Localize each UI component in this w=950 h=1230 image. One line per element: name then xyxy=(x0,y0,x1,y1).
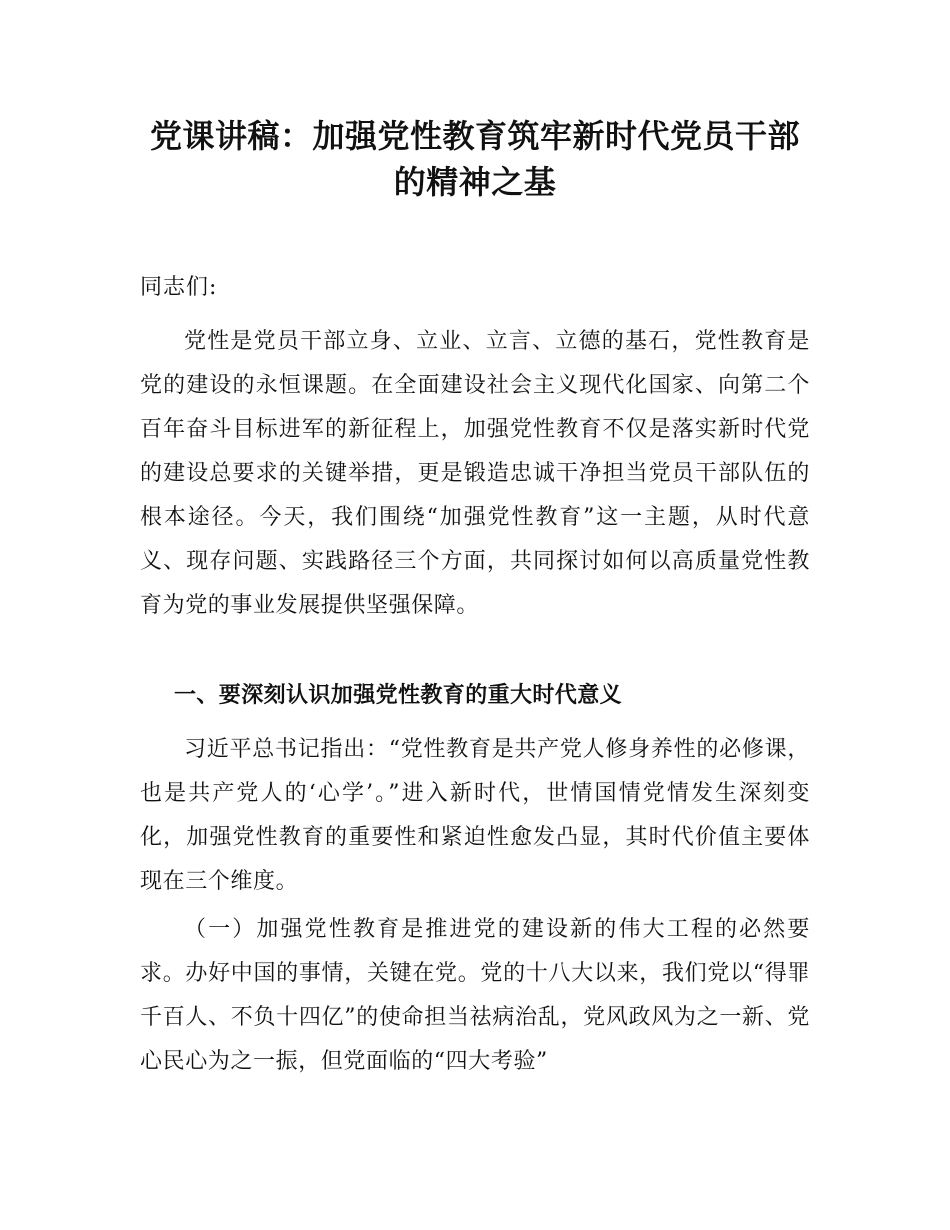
document-title-line-1: 党课讲稿：加强党性教育筑牢新时代党员干部 xyxy=(149,117,800,155)
salutation: 同志们: xyxy=(140,275,218,300)
subsection-1-paragraph: （一）加强党性教育是推进党的建设新的伟大工程的必然要求。办好中国的事情，关键在党。党的十八大以来，我们党以“得罪千百人、不负十四亿”的使命担当祛病治乱，党风政风为之一新、党心民心为之一振，但党面临的“四大考验” xyxy=(140,917,810,1074)
document-title-line-2: 的精神之基 xyxy=(393,163,557,201)
intro-paragraph: 党性是党员干部立身、立业、立言、立德的基石，党性教育是党的建设的永恒课题。在全面建设社会主义现代化国家、向第二个百年奋斗目标进军的新征程上，加强党性教育不仅是落实新时代党的建设总要求的关键举措，更是锻造忠诚干净担当党员干部队伍的根本途径。今天，我们围绕“加强党性教育”这一主题，从时代意义、现存问题、实践路径三个方面，共同探讨如何以高质量党性教育为党的事业发展提供坚强保障。 xyxy=(140,329,810,618)
quote-paragraph: 习近平总书记指出：“党性教育是共产党人修身养性的必修课，也是共产党人的‘心学’。”进入新时代，世情国情党情发生深刻变化，加强党性教育的重要性和紧迫性愈发凸显，其时代价值主要体现在三个维度。 xyxy=(140,737,810,894)
section-heading-1: 一、要深刻认识加强党性教育的重大时代意义 xyxy=(174,683,623,708)
